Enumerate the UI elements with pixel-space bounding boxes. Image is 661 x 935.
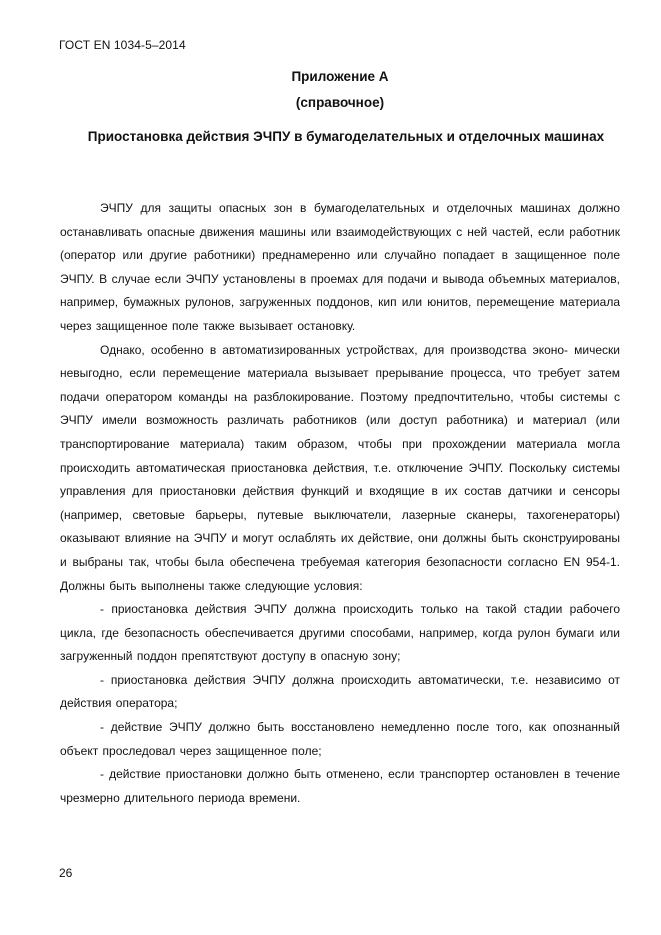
standard-code-header: ГОСТ EN 1034-5–2014 [59, 38, 186, 52]
body-paragraph-2: Однако, особенно в автоматизированных устройствах, для производства эконо- мически невыгодно, если перемещение материала вызывает прерывание процесса, что требует затем подачи оператором команды на разблокирование. Поэтому предпочтительно, чтобы системы с ЭЧПУ имели возможность различать работников (или доступ работника) и материал (или транспортирование материала) таким образом, чтобы при прохождении материала могла происходить автоматическая приостановка действия, т.е. отключение ЭЧПУ. Поскольку системы управления для приостановки действия функций и входящие в их состав датчики и сенсоры (например, световые барьеры, путевые выключатели, лазерные сканеры, тахогенераторы) оказывают влияние на ЭЧПУ и могут ослаблять их действие, они должны быть сконструированы и выбраны так, чтобы была обеспечена требуемая категория безопасности согласно EN 954-1. Должны быть выполнены также следующие условия: [60, 342, 620, 593]
condition-item-3: - действие ЭЧПУ должно быть восстановлено немедленно после того, как опознанный объект проследовал через защищенное поле; [60, 720, 620, 758]
condition-item-1: - приостановка действия ЭЧПУ должна происходить только на такой стадии рабочего цикла, где безопасность обеспечивается другими способами, например, когда рулон бумаги или загруженный поддон препятствуют доступу в опасную зону; [60, 602, 620, 664]
condition-item-4: - действие приостановки должно быть отменено, если транспортер остановлен в течение чрезмерно длительного периода времени. [60, 767, 620, 805]
document-body [60, 197, 620, 810]
body-paragraph-1: ЭЧПУ для защиты опасных зон в бумагоделательных и отделочных машинах должно останавливать опасные движения машины или взаимодействующих с ней частей, если работник (оператор или другие работники) преднамеренно или случайно попадает в защищенное поле ЭЧПУ. В случае если ЭЧПУ установлены в проемах для подачи и вывода объемных материалов, например, бумажных рулонов, загруженных поддонов, кип или юнитов, перемещение материала через защищенное поле также вызывает остановку. [60, 201, 620, 333]
appendix-title: Приложение А [291, 69, 389, 84]
appendix-status: (справочное) [295, 95, 385, 110]
appendix-subtitle: Приостановка действия ЭЧПУ в бумагоделательных и отделочных машинах [87, 129, 605, 144]
page-number: 26 [59, 866, 73, 880]
condition-item-2: - приостановка действия ЭЧПУ должна происходить автоматически, т.е. независимо от действия оператора; [60, 672, 620, 711]
